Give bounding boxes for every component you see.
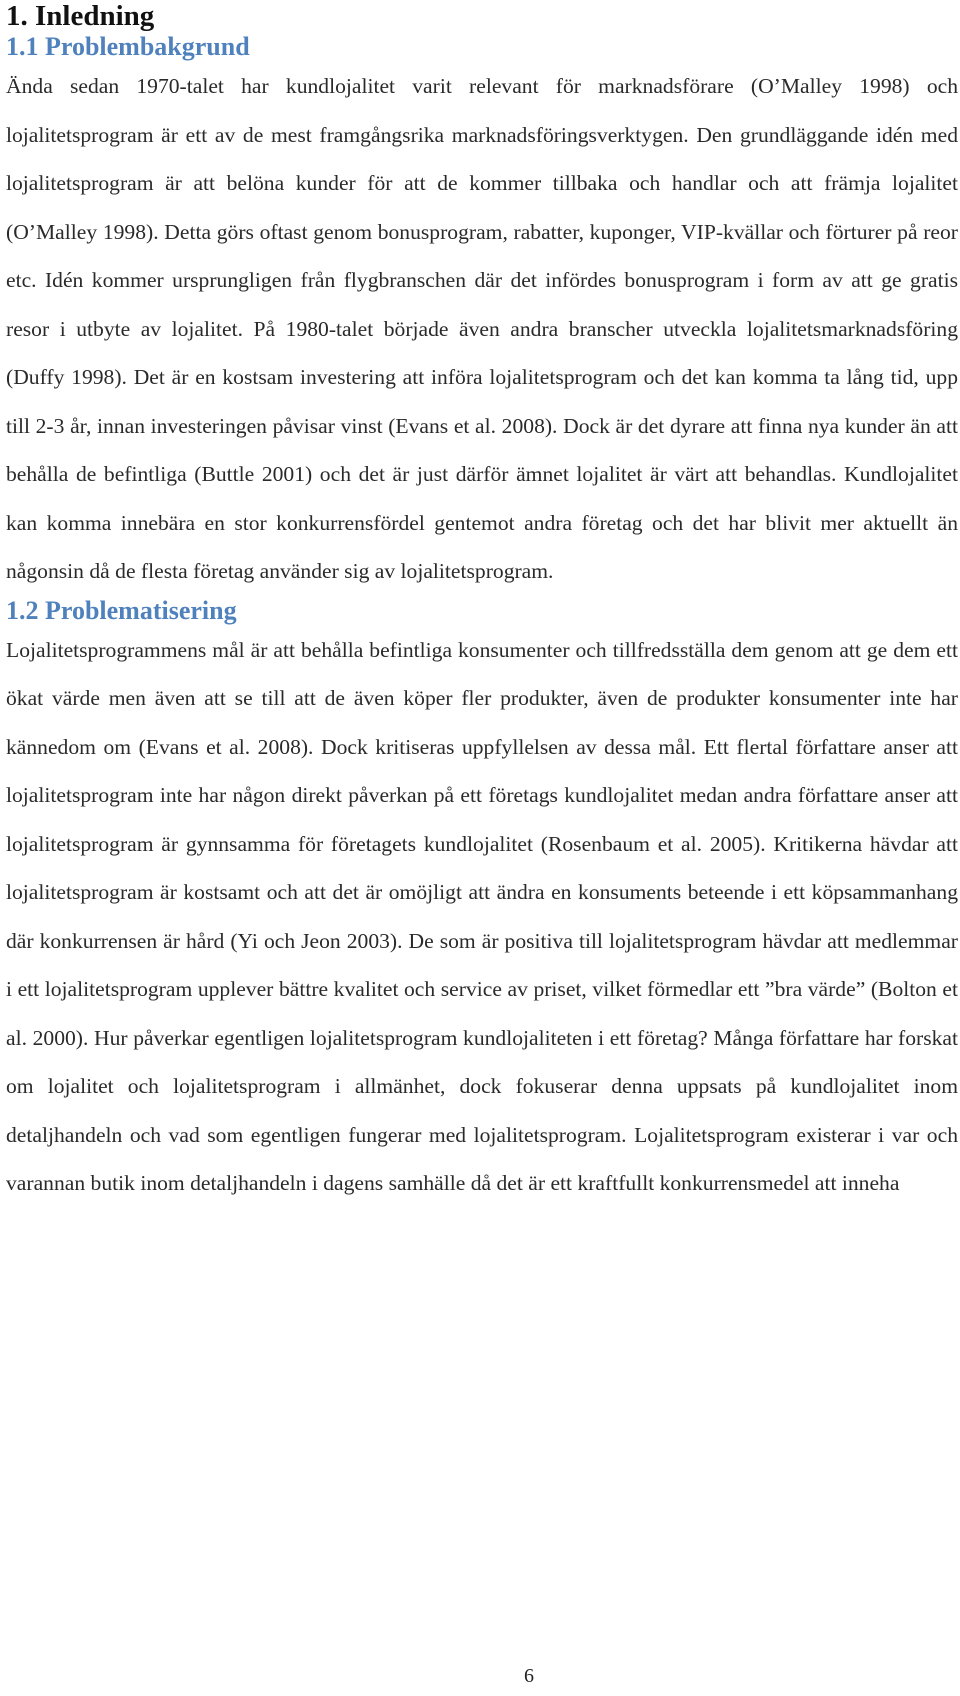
document-page (6, 0, 958, 1208)
section-problembakgrund (6, 32, 958, 596)
section-paragraph: Lojalitetsprogrammens mål är att behålla befintliga konsumenter och tillfredsställa dem genom att ge dem ett ökat värde men även att se till att de även köper fler produkter, även de produkter konsumenter inte har kännedom om (Evans et al. 2008). Dock kritiseras uppfyllelsen av dessa mål. Ett flertal författare anser att lojalitetsprogram inte har någon direkt påverkan på ett företags kundlojalitet medan andra författare anser att lojalitetsprogram är gynnsamma för företagets kundlojalitet (Rosenbaum et al. 2005). Kritikerna hävdar att lojalitetsprogram är kostsamt och att det är omöjligt att ändra en konsuments beteende i ett köpsammanhang där konkurrensen är hård (Yi och Jeon 2003). De som är positiva till lojalitetsprogram hävdar att medlemmar i ett lojalitetsprogram upplever bättre kvalitet och service av priset, vilket förmedlar ett ”bra värde” (Bolton et al. 2000). Hur påverkar egentligen lojalitetsprogram kundlojaliteten i ett företag? Många författare har forskat om lojalitet och lojalitetsprogram i allmänhet, dock fokuserar denna uppsats på kundlojalitet inom detaljhandeln och vad som egentligen fungerar med lojalitetsprogram. Lojalitetsprogram existerar i var och varannan butik inom detaljhandeln i dagens samhälle då det är ett kraftfullt konkurrensmedel att inneha (6, 637, 958, 1195)
section-heading: 1.2 Problematisering (6, 595, 237, 625)
section-paragraph: Ända sedan 1970-talet har kundlojalitet varit relevant för marknadsförare (O’Malley 1998) och lojalitetsprogram är ett av de mest framgångsrika marknadsföringsverktygen. Den grundläggande idén med lojalitetsprogram är att belöna kunder för att de kommer tillbaka och handlar och att främja lojalitet (O’Malley 1998). Detta görs oftast genom bonusprogram, rabatter, kuponger, VIP-kvällar och förturer på reor etc. Idén kommer ursprungligen från flygbranschen där det infördes bonusprogram i form av att ge gratis resor i utbyte av lojalitet. På 1980-talet började även andra branscher utveckla lojalitetsmarknadsföring (Duffy 1998). Det är en kostsam investering att införa lojalitetsprogram och det kan komma ta lång tid, upp till 2-3 år, innan investeringen påvisar vinst (Evans et al. 2008). Dock är det dyrare att finna nya kunder än att behålla de befintliga (Buttle 2001) och det är just därför ämnet lojalitet är värt att behandlas. Kundlojalitet kan komma innebära en stor konkurrensfördel gentemot andra företag och det har blivit mer aktuellt än någonsin då de flesta företag använder sig av lojalitetsprogram. (6, 74, 958, 583)
section-heading: 1.1 Problembakgrund (6, 32, 250, 61)
section-problematisering (6, 596, 958, 1208)
chapter-title: 1. Inledning (6, 0, 155, 32)
page-number: 6 (524, 1665, 534, 1687)
